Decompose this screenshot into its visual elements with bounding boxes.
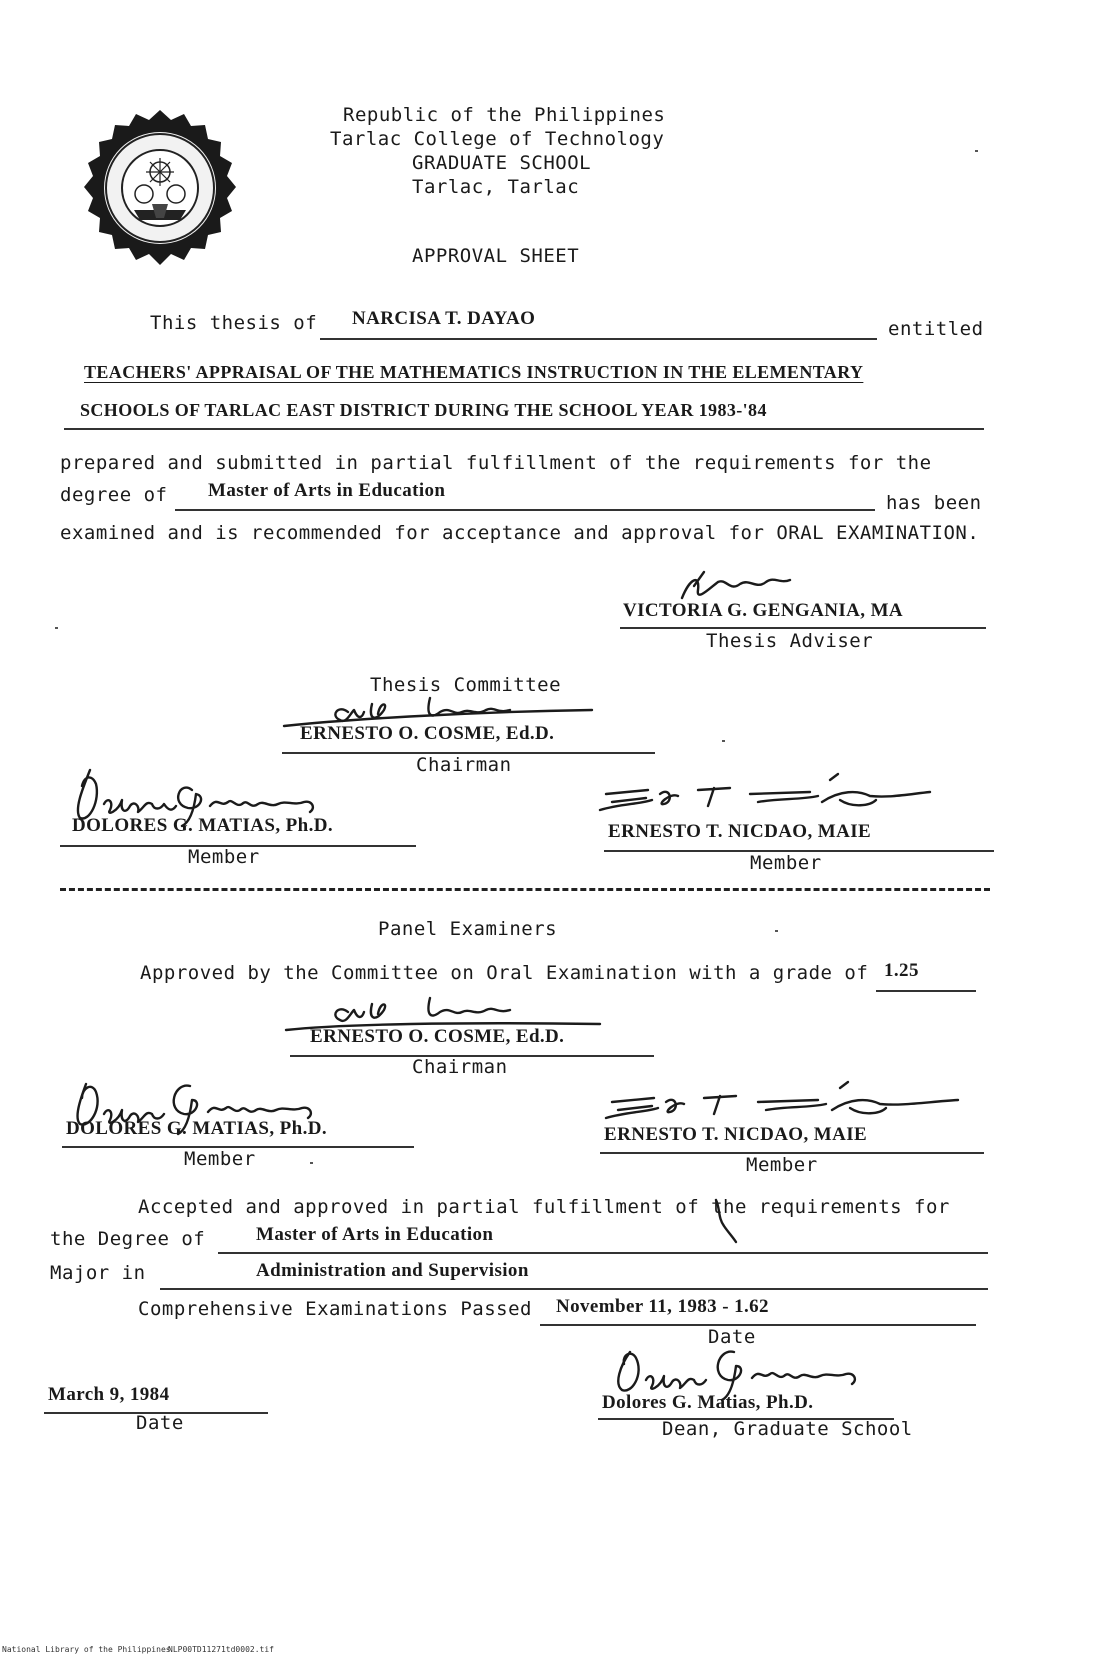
- adviser-name: VICTORIA G. GENGANIA, MA: [623, 600, 904, 621]
- scan-speck: [775, 930, 778, 932]
- adviser-role: Thesis Adviser: [706, 630, 874, 652]
- dean-role: Dean, Graduate School: [662, 1418, 913, 1440]
- college-seal-icon: [74, 108, 246, 268]
- acceptance-major: Administration and Supervision: [256, 1260, 529, 1281]
- panel-heading: Panel Examiners: [378, 918, 558, 940]
- scan-speck: [722, 740, 725, 742]
- committee-chairman-role: Chairman: [416, 754, 512, 776]
- committee-member2-role: Member: [750, 852, 822, 874]
- header-college: Tarlac College of Technology: [330, 128, 665, 150]
- panel-member2-role: Member: [746, 1154, 818, 1176]
- panel-member2-signature: [596, 1080, 966, 1130]
- degree-line: [175, 509, 875, 511]
- thesis-author: NARCISA T. DAYAO: [352, 308, 536, 329]
- acceptance-comp-line: [540, 1324, 976, 1326]
- panel-grade: 1.25: [884, 960, 919, 981]
- closing-date-label: Date: [136, 1412, 184, 1434]
- committee-member2-signature: [590, 770, 940, 820]
- section-divider: [60, 888, 990, 891]
- acceptance-comp-label: Comprehensive Examinations Passed: [138, 1298, 532, 1320]
- committee-chairman-name: ERNESTO O. COSME, Ed.D.: [300, 723, 555, 744]
- adviser-line: [620, 627, 986, 629]
- thesis-entitled: entitled: [888, 318, 984, 340]
- acceptance-line-1: Accepted and approved in partial fulfillment of the requirements for: [138, 1196, 950, 1218]
- committee-heading: Thesis Committee: [370, 674, 562, 696]
- dean-name: Dolores G. Matias, Ph.D.: [602, 1392, 814, 1413]
- closing-date: March 9, 1984: [48, 1384, 170, 1405]
- panel-grade-line: [876, 990, 976, 992]
- footer-file: NLP00TD11271td0002.tif: [168, 1645, 274, 1654]
- author-line: [320, 338, 877, 340]
- acceptance-pen-mark: [708, 1196, 748, 1246]
- committee-member1-role: Member: [188, 846, 260, 868]
- scan-speck: [55, 627, 58, 629]
- acceptance-degree: Master of Arts in Education: [256, 1224, 494, 1245]
- scan-speck: [975, 150, 978, 152]
- acceptance-degree-label: the Degree of: [50, 1228, 206, 1250]
- scan-speck: [310, 1162, 313, 1164]
- panel-member1-name: DOLORES G. MATIAS, Ph.D.: [66, 1118, 328, 1139]
- has-been: has been: [886, 492, 982, 514]
- footer-library: National Library of the Philippines: [2, 1645, 171, 1654]
- panel-approved-text: Approved by the Committee on Oral Examination with a grade of: [140, 962, 869, 984]
- sheet-title: APPROVAL SHEET: [412, 245, 580, 267]
- thesis-intro: This thesis of: [150, 312, 318, 334]
- acceptance-comp-value: November 11, 1983 - 1.62: [556, 1296, 769, 1317]
- committee-member1-name: DOLORES G. MATIAS, Ph.D.: [72, 815, 334, 836]
- acceptance-major-label: Major in: [50, 1262, 146, 1284]
- acceptance-comp-date-label: Date: [708, 1326, 756, 1348]
- thesis-title-line-2: SCHOOLS OF TARLAC EAST DISTRICT DURING THE SCHOOL YEAR 1983-'84: [80, 400, 767, 420]
- panel-member1-role: Member: [184, 1148, 256, 1170]
- degree-prefix: degree of: [60, 484, 168, 506]
- acceptance-major-line: [160, 1288, 988, 1290]
- thesis-para-line-1: prepared and submitted in partial fulfillment of the requirements for the: [60, 452, 932, 474]
- thesis-degree: Master of Arts in Education: [208, 480, 446, 501]
- header-republic: Republic of the Philippines: [343, 104, 666, 126]
- thesis-title-line-1: TEACHERS' APPRAISAL OF THE MATHEMATICS INSTRUCTION IN THE ELEMENTARY: [84, 362, 864, 382]
- title-line: [64, 428, 984, 430]
- thesis-para-line-3: examined and is recommended for acceptance and approval for ORAL EXAMINATION.: [60, 522, 980, 544]
- acceptance-degree-line: [218, 1252, 988, 1254]
- header-school: GRADUATE SCHOOL: [412, 152, 592, 174]
- header-location: Tarlac, Tarlac: [412, 176, 580, 198]
- panel-member2-name: ERNESTO T. NICDAO, MAIE: [604, 1124, 868, 1145]
- panel-chairman-role: Chairman: [412, 1056, 508, 1078]
- panel-chairman-name: ERNESTO O. COSME, Ed.D.: [310, 1026, 565, 1047]
- committee-member2-name: ERNESTO T. NICDAO, MAIE: [608, 821, 872, 842]
